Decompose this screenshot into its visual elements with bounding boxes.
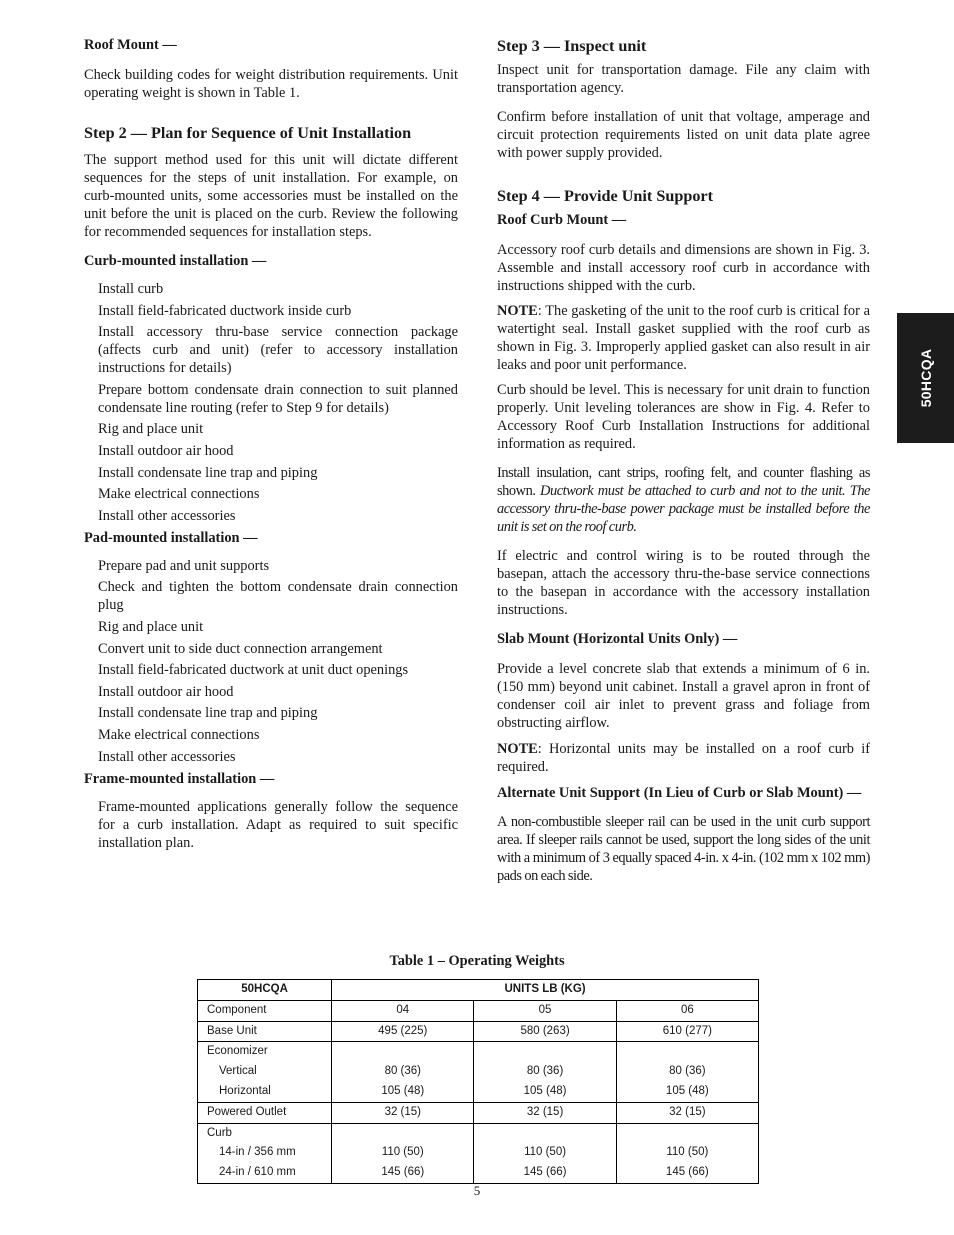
pad-mounted-list	[84, 557, 458, 766]
header-units: UNITS LB (KG)	[332, 980, 759, 1001]
note-horizontal-text: : Horizontal units may be installed on a roof curb if required.	[497, 741, 870, 775]
insulation-paragraph	[497, 464, 870, 536]
list-item: Install field-fabricated ductwork inside curb	[98, 302, 352, 319]
list-item: Install other accessories	[98, 507, 236, 524]
table-row	[198, 1163, 759, 1183]
step4-heading: Step 4 — Provide Unit Support	[497, 187, 714, 205]
roof-curb-mount-heading: Roof Curb Mount —	[497, 212, 627, 228]
component-label: Component	[198, 1000, 332, 1021]
size-06: 06	[616, 1000, 758, 1021]
table-row	[198, 1082, 759, 1102]
list-item: Make electrical connections	[98, 726, 260, 743]
cell: 110 (50)	[474, 1143, 616, 1163]
cell: 110 (50)	[332, 1143, 474, 1163]
row-label: Base Unit	[198, 1021, 332, 1042]
cell: 495 (225)	[332, 1021, 474, 1042]
step2-heading: Step 2 — Plan for Sequence of Unit Installation	[84, 124, 412, 142]
list-item: Prepare pad and unit supports	[98, 557, 270, 574]
alternate-support-paragraph: A non-combustible sleeper rail can be used in the unit curb support area. If sleeper rails cannot be used, support the long sides of the unit with a minimum of 3 equally spaced 4-in. x 4-in. (102 mm x 102 mm) pads on each side.	[497, 814, 870, 884]
row-label: Curb	[198, 1123, 332, 1143]
list-item: Install other accessories	[98, 748, 236, 765]
list-item: Rig and place unit	[98, 618, 204, 635]
table-row	[198, 1143, 759, 1163]
row-label: Vertical	[198, 1062, 332, 1082]
note-horizontal	[497, 740, 870, 776]
table-header-row	[198, 980, 759, 1001]
alternate-support-heading: Alternate Unit Support (In Lieu of Curb or Slab Mount) —	[497, 785, 862, 801]
frame-mounted-text: Frame-mounted applications generally follow the sequence for a curb installation. Adapt as required to suit specific installation plan.	[98, 798, 458, 851]
list-item: Install condensate line trap and piping	[98, 705, 318, 722]
size-05: 05	[474, 1000, 616, 1021]
cell: 105 (48)	[616, 1082, 758, 1102]
side-tab-label: 50HCQA	[918, 348, 934, 408]
list-item: Install accessory thru-base service connection package (affects curb and unit) (refer to accessory installation instructions for details)	[98, 324, 458, 377]
cell: 105 (48)	[474, 1082, 616, 1102]
wiring-paragraph: If electric and control wiring is to be routed through the basepan, attach the accessory thru-the-base service connections to the basepan in accordance with the accessory installation instructions.	[497, 548, 870, 618]
list-item: Make electrical connections	[98, 486, 260, 503]
note-gasketing	[497, 302, 870, 374]
cell: 145 (66)	[616, 1163, 758, 1183]
list-item: Install outdoor air hood	[98, 683, 234, 700]
table-row	[198, 1042, 759, 1062]
model-side-tab	[897, 313, 954, 443]
cell: 610 (277)	[616, 1021, 758, 1042]
roof-mount-heading: Roof Mount —	[84, 37, 177, 53]
list-item: Prepare bottom condensate drain connection to suit planned condensate line routing (refer to Step 9 for details)	[98, 381, 458, 416]
cell: 580 (263)	[474, 1021, 616, 1042]
list-item: Rig and place unit	[98, 421, 204, 438]
roof-mount-text: Check building codes for weight distribution requirements. Unit operating weight is shown in Table 1.	[84, 67, 458, 101]
step3-paragraph-2: Confirm before installation of unit that voltage, amperage and circuit protection requirements listed on unit data plate agree with power supply provided.	[497, 109, 870, 161]
step2-text: The support method used for this unit will dictate different sequences for the steps of unit installation. For example, on curb-mounted units, some accessories must be installed on the unit before the unit is placed on the curb. Review the following for recommended sequences for installation steps.	[84, 152, 458, 240]
cell: 32 (15)	[332, 1102, 474, 1123]
list-item: Install field-fabricated ductwork at unit duct openings	[98, 662, 409, 679]
pad-mounted-heading: Pad-mounted installation —	[84, 529, 258, 546]
roof-curb-paragraph: Accessory roof curb details and dimensions are shown in Fig. 3. Assemble and install accessory roof curb in accordance with instructions shipped with the curb.	[497, 242, 870, 294]
cell: 105 (48)	[332, 1082, 474, 1102]
list-item: Convert unit to side duct connection arrangement	[98, 640, 383, 657]
curb-mounted-heading: Curb-mounted installation —	[84, 253, 267, 269]
row-label: 14-in / 356 mm	[198, 1143, 332, 1163]
cell: 80 (36)	[616, 1062, 758, 1082]
row-label: Powered Outlet	[198, 1102, 332, 1123]
table-row	[198, 1123, 759, 1143]
curb-mounted-list	[84, 280, 458, 525]
cell: 145 (66)	[332, 1163, 474, 1183]
frame-mounted-heading: Frame-mounted installation —	[84, 770, 275, 787]
list-item: Install curb	[98, 281, 164, 297]
page-number: 5	[473, 1183, 481, 1198]
cell: 145 (66)	[474, 1163, 616, 1183]
slab-mount-paragraph: Provide a level concrete slab that extends a minimum of 6 in. (150 mm) beyond unit cabinet. Install a gravel apron in front of condenser coil air inlet to prevent grass and foliage from obstructing airflow.	[497, 661, 870, 731]
note-gasketing-text: : The gasketing of the unit to the roof curb is critical for a watertight seal. Install gasket supplied with the roof curb as shown in Fig. 3. Improperly applied gasket can also result in air leaks and poor unit performance.	[497, 303, 870, 373]
right-column	[497, 36, 870, 885]
list-item: Install outdoor air hood	[98, 442, 234, 459]
table-row	[198, 1021, 759, 1042]
step3-heading: Step 3 — Inspect unit	[497, 37, 647, 55]
cell: 80 (36)	[474, 1062, 616, 1082]
table-row	[198, 1102, 759, 1123]
cell: 110 (50)	[616, 1143, 758, 1163]
cell: 32 (15)	[474, 1102, 616, 1123]
left-column	[84, 36, 458, 852]
step3-paragraph-1: Inspect unit for transportation damage. File any claim with transportation agency.	[497, 62, 870, 96]
table-row	[198, 1062, 759, 1082]
curb-level-paragraph: Curb should be level. This is necessary for unit drain to function properly. Unit leveling tolerances are show in Fig. 4. Refer to Accessory Roof Curb Installation Instructions for additional information as required.	[497, 382, 870, 452]
operating-weights-table	[197, 979, 759, 1184]
size-04: 04	[332, 1000, 474, 1021]
cell: 32 (15)	[616, 1102, 758, 1123]
header-model: 50HCQA	[198, 980, 332, 1001]
insulation-warning: Ductwork must be attached to curb and not to the unit. The accessory thru-the-base power package must be installed before the unit is set on the roof curb.	[497, 483, 870, 535]
row-label: Economizer	[198, 1042, 332, 1062]
row-label: 24-in / 610 mm	[198, 1163, 332, 1183]
table-title: Table 1 – Operating Weights	[389, 953, 565, 969]
row-label: Horizontal	[198, 1082, 332, 1102]
note-label: NOTE	[497, 741, 538, 757]
slab-mount-heading: Slab Mount (Horizontal Units Only) —	[497, 631, 738, 647]
insulation-text: Install insulation, cant strips, roofing felt, and counter flashing as shown.	[497, 465, 870, 499]
cell: 80 (36)	[332, 1062, 474, 1082]
note-label: NOTE	[497, 303, 538, 319]
list-item: Install condensate line trap and piping	[98, 464, 318, 481]
table-row	[198, 1000, 759, 1021]
list-item: Check and tighten the bottom condensate drain connection plug	[98, 579, 458, 614]
